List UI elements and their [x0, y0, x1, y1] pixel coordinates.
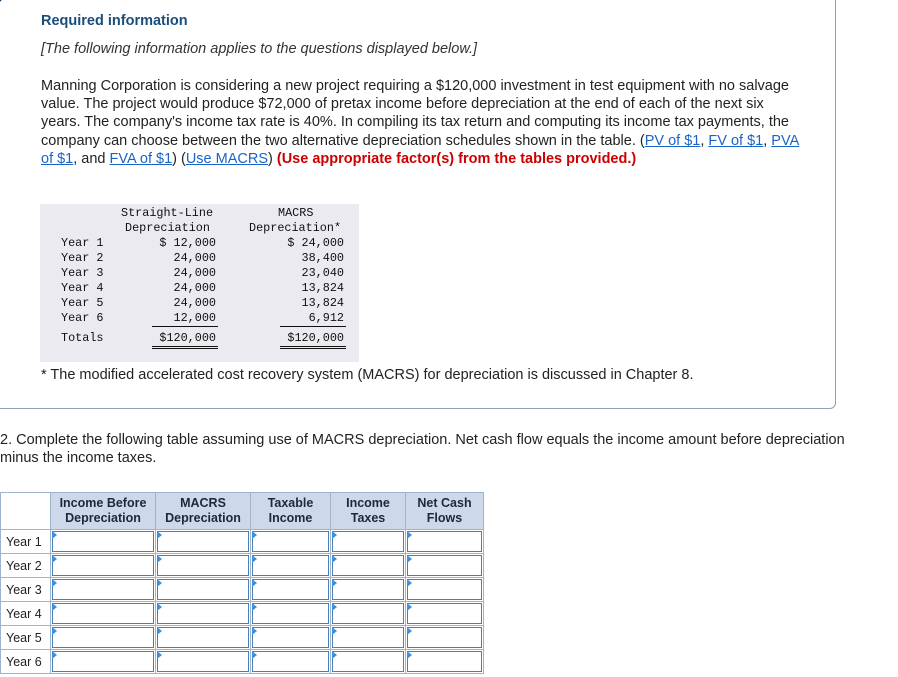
net-cash-flows-cell — [406, 554, 484, 578]
input-marker-icon — [332, 555, 337, 563]
fv-link[interactable]: FV of $1 — [708, 132, 764, 149]
separator: , — [763, 132, 772, 149]
income-before-depreciation-cell — [51, 602, 156, 626]
question-2-text: 2. Complete the following table assuming use of MACRS depreciation. Net cash flow equals the income amount before depreciation minus the income taxes. — [0, 432, 845, 467]
macrs-depreciation-cell — [156, 602, 251, 626]
dep-row-label: Year 5 — [61, 296, 104, 310]
input-marker-icon — [52, 531, 57, 539]
dep-macrs-value: 13,824 — [301, 281, 344, 295]
fva-link[interactable]: FVA of $1 — [109, 150, 173, 167]
sl-total-rule — [152, 346, 218, 347]
net-cash-flows-input[interactable] — [407, 651, 482, 672]
taxable-income-cell — [251, 554, 331, 578]
input-marker-icon — [157, 579, 162, 587]
taxable-income-cell — [251, 578, 331, 602]
input-marker-icon — [157, 651, 162, 659]
input-marker-icon — [332, 651, 337, 659]
row-label: Year 5 — [1, 626, 51, 650]
cell-wrapper — [406, 626, 483, 649]
income-before-depreciation-input[interactable] — [52, 531, 154, 552]
dep-macrs-value: 23,040 — [301, 266, 344, 280]
macrs-depreciation-input[interactable] — [157, 579, 249, 600]
dep-row-label: Year 6 — [61, 311, 104, 325]
dep-macrs-value: 13,824 — [301, 296, 344, 310]
macrs-depreciation-input[interactable] — [157, 531, 249, 552]
cell-wrapper — [406, 602, 483, 625]
input-marker-icon — [407, 531, 412, 539]
paragraph-text: Manning Corporation is considering a new project requiring a $120,000 investment in test equipment with no salvage value. The project would produce $72,000 of pretax income before depreciation at the end of each of the next six years. The company's income tax rate is 40%. In compiling its tax return and computing its income tax payments, the company can choose between the two alternative depreciation schedules shown in the table. ( — [41, 78, 789, 149]
cell-wrapper — [251, 602, 330, 625]
dep-sl-value: 24,000 — [173, 296, 216, 310]
input-marker-icon — [252, 579, 257, 587]
header-income-before-depreciation: Income Before Depreciation — [51, 493, 156, 530]
dep-macrs-value: $ 24,000 — [287, 236, 344, 250]
net-cash-flows-input[interactable] — [407, 579, 482, 600]
income-taxes-cell — [331, 626, 406, 650]
cell-wrapper — [51, 602, 155, 625]
income-before-depreciation-cell — [51, 578, 156, 602]
dep-row-label: Year 3 — [61, 266, 104, 280]
macrs-depreciation-input[interactable] — [157, 627, 249, 648]
totals-label: Totals — [61, 331, 104, 345]
table-row — [1, 578, 484, 602]
net-cash-flows-input[interactable] — [407, 603, 482, 624]
income-taxes-cell — [331, 650, 406, 674]
income-taxes-cell — [331, 578, 406, 602]
taxable-income-cell — [251, 626, 331, 650]
macrs-total-rule-double — [280, 348, 346, 349]
income-before-depreciation-input[interactable] — [52, 579, 154, 600]
header-net-cash-flows: Net Cash Flows — [406, 493, 484, 530]
income-before-depreciation-cell — [51, 626, 156, 650]
cell-wrapper — [156, 554, 250, 577]
dep-row-label: Year 2 — [61, 251, 104, 265]
cell-wrapper — [156, 530, 250, 553]
taxable-income-input[interactable] — [252, 531, 329, 552]
row-label: Year 3 — [1, 578, 51, 602]
macrs-cash-flow-table — [0, 492, 484, 674]
header-income-taxes: Income Taxes — [331, 493, 406, 530]
input-marker-icon — [157, 603, 162, 611]
cell-wrapper — [156, 626, 250, 649]
corner-header — [1, 493, 51, 530]
net-cash-flows-input[interactable] — [407, 627, 482, 648]
macrs-depreciation-cell — [156, 650, 251, 674]
taxable-income-input[interactable] — [252, 627, 329, 648]
table-row — [1, 626, 484, 650]
separator: ) ( — [172, 150, 186, 167]
net-cash-flows-cell — [406, 650, 484, 674]
cell-wrapper — [251, 530, 330, 553]
input-marker-icon — [252, 555, 257, 563]
taxable-income-cell — [251, 602, 331, 626]
cell-wrapper — [406, 578, 483, 601]
net-cash-flows-input[interactable] — [407, 531, 482, 552]
question-marker-icon — [0, 0, 5, 5]
depreciation-schedule-table — [40, 204, 359, 362]
input-marker-icon — [407, 627, 412, 635]
cell-wrapper — [406, 650, 483, 673]
input-marker-icon — [157, 531, 162, 539]
income-taxes-input[interactable] — [332, 651, 404, 672]
cell-wrapper — [51, 578, 155, 601]
input-marker-icon — [252, 627, 257, 635]
net-cash-flows-cell — [406, 626, 484, 650]
input-marker-icon — [52, 603, 57, 611]
macrs-depreciation-cell — [156, 626, 251, 650]
cell-wrapper — [51, 530, 155, 553]
income-taxes-input[interactable] — [332, 579, 404, 600]
net-cash-flows-cell — [406, 602, 484, 626]
income-taxes-cell — [331, 602, 406, 626]
income-taxes-input[interactable] — [332, 531, 404, 552]
taxable-income-input[interactable] — [252, 579, 329, 600]
factor-note: (Use appropriate factor(s) from the tables provided.) — [276, 150, 637, 167]
cell-wrapper — [406, 554, 483, 577]
input-marker-icon — [407, 603, 412, 611]
cell-wrapper — [251, 554, 330, 577]
input-marker-icon — [52, 627, 57, 635]
row-label: Year 1 — [1, 530, 51, 554]
pva-link[interactable]: PVA of $1 — [41, 132, 800, 167]
macrs-header-2: Depreciation* — [249, 221, 342, 235]
macrs-depreciation-cell — [156, 530, 251, 554]
macrs-depreciation-cell — [156, 578, 251, 602]
input-marker-icon — [407, 555, 412, 563]
sl-header-2: Depreciation — [125, 221, 210, 235]
dep-macrs-value: 6,912 — [308, 311, 344, 325]
cell-wrapper — [331, 554, 405, 577]
cell-wrapper — [331, 626, 405, 649]
problem-paragraph — [41, 77, 801, 168]
income-taxes-cell — [331, 554, 406, 578]
separator: ) — [268, 150, 277, 167]
cell-wrapper — [156, 650, 250, 673]
cell-wrapper — [331, 578, 405, 601]
dep-sl-value: 24,000 — [173, 251, 216, 265]
input-marker-icon — [332, 579, 337, 587]
row-label: Year 2 — [1, 554, 51, 578]
macrs-depreciation-input[interactable] — [157, 651, 249, 672]
macrs-depreciation-cell — [156, 554, 251, 578]
income-before-depreciation-input[interactable] — [52, 555, 154, 576]
cell-wrapper — [331, 650, 405, 673]
dep-sl-value: 24,000 — [173, 266, 216, 280]
macrs-header-1: MACRS — [278, 206, 314, 220]
cell-wrapper — [156, 578, 250, 601]
sl-total-value: $120,000 — [159, 331, 216, 345]
header-macrs-depreciation: MACRS Depreciation — [156, 493, 251, 530]
dep-row-label: Year 4 — [61, 281, 104, 295]
input-marker-icon — [407, 651, 412, 659]
cell-wrapper — [331, 530, 405, 553]
input-marker-icon — [52, 651, 57, 659]
macrs-subtotal-rule — [280, 326, 346, 327]
net-cash-flows-cell — [406, 578, 484, 602]
input-marker-icon — [252, 603, 257, 611]
sl-subtotal-rule — [152, 326, 218, 327]
input-marker-icon — [252, 651, 257, 659]
input-marker-icon — [52, 555, 57, 563]
income-taxes-input[interactable] — [332, 555, 404, 576]
net-cash-flows-input[interactable] — [407, 555, 482, 576]
taxable-income-input[interactable] — [252, 555, 329, 576]
pv-link[interactable]: PV of $1 — [644, 132, 701, 149]
macrs-depreciation-input[interactable] — [157, 603, 249, 624]
input-marker-icon — [332, 603, 337, 611]
table-row — [1, 650, 484, 674]
income-before-depreciation-cell — [51, 554, 156, 578]
sl-total-rule-double — [152, 348, 218, 349]
header-taxable-income: Taxable Income — [251, 493, 331, 530]
separator: , — [700, 132, 709, 149]
cell-wrapper — [251, 650, 330, 673]
cell-wrapper — [51, 650, 155, 673]
required-info-subtitle: [The following information applies to the questions displayed below.] — [41, 41, 478, 57]
dep-macrs-value: 38,400 — [301, 251, 344, 265]
income-before-depreciation-cell — [51, 650, 156, 674]
required-info-title: Required information — [41, 13, 188, 29]
dep-sl-value: 12,000 — [173, 311, 216, 325]
taxable-income-input[interactable] — [252, 603, 329, 624]
cell-wrapper — [331, 602, 405, 625]
cell-wrapper — [156, 602, 250, 625]
net-cash-flows-cell — [406, 530, 484, 554]
dep-sl-value: $ 12,000 — [159, 236, 216, 250]
cell-wrapper — [51, 554, 155, 577]
dep-row-label: Year 1 — [61, 236, 104, 250]
macrs-footnote: * The modified accelerated cost recovery system (MACRS) for depreciation is discussed in Chapter 8. — [41, 367, 694, 383]
income-before-depreciation-cell — [51, 530, 156, 554]
sl-header-1: Straight-Line — [121, 206, 214, 220]
input-marker-icon — [332, 627, 337, 635]
table-row — [1, 554, 484, 578]
macrs-total-value: $120,000 — [287, 331, 344, 345]
income-before-depreciation-input[interactable] — [52, 603, 154, 624]
separator: , and — [73, 150, 110, 167]
macrs-link[interactable]: Use MACRS — [185, 150, 269, 167]
row-label: Year 6 — [1, 650, 51, 674]
input-marker-icon — [52, 579, 57, 587]
input-marker-icon — [157, 555, 162, 563]
income-taxes-input[interactable] — [332, 603, 404, 624]
cell-wrapper — [251, 626, 330, 649]
input-marker-icon — [332, 531, 337, 539]
cell-wrapper — [51, 626, 155, 649]
macrs-depreciation-input[interactable] — [157, 555, 249, 576]
input-marker-icon — [407, 579, 412, 587]
taxable-income-cell — [251, 530, 331, 554]
income-before-depreciation-input[interactable] — [52, 627, 154, 648]
income-taxes-input[interactable] — [332, 627, 404, 648]
income-before-depreciation-input[interactable] — [52, 651, 154, 672]
macrs-total-rule — [280, 346, 346, 347]
table-row — [1, 602, 484, 626]
input-marker-icon — [252, 531, 257, 539]
cell-wrapper — [406, 530, 483, 553]
row-label: Year 4 — [1, 602, 51, 626]
taxable-income-cell — [251, 650, 331, 674]
cell-wrapper — [251, 578, 330, 601]
income-taxes-cell — [331, 530, 406, 554]
taxable-income-input[interactable] — [252, 651, 329, 672]
input-marker-icon — [157, 627, 162, 635]
table-header-row — [1, 493, 484, 530]
table-row — [1, 530, 484, 554]
dep-sl-value: 24,000 — [173, 281, 216, 295]
